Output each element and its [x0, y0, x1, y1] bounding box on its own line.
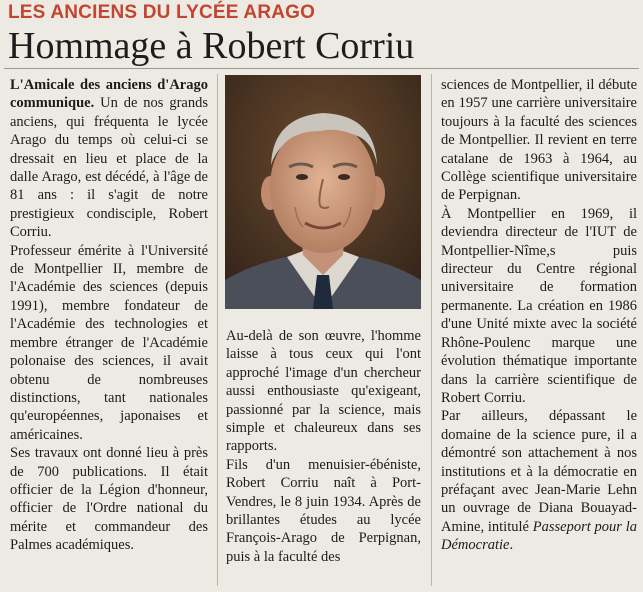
header-divider	[4, 68, 639, 69]
article-column-3	[441, 76, 637, 586]
column-divider	[431, 74, 432, 586]
paragraph-democracy	[441, 407, 637, 554]
paragraph-legacy: Au-delà de son œuvre, l'homme laisse à tous ceux qui l'ont approché l'image d'un chercheur aussi enthousiaste qu'exigeant, passionné par la science, mais simple et chaleureux dans ses rapports.	[226, 328, 421, 455]
article-column-2	[226, 327, 421, 589]
article-column-1	[10, 76, 208, 586]
book-title: Passeport pour la Démocratie	[441, 518, 637, 554]
intro-text: Un de nos grands anciens, qui fréquenta le lycée Arago du temps où celui-ci se dressait en lieu et place de la dalle Arago, est décédé, à l'âge de 81 ans : il s'agit de notre prestigieux condisciple, Robert Corriu.	[10, 95, 208, 241]
portrait-photo	[225, 75, 421, 309]
democracy-end: .	[509, 537, 514, 554]
democracy-text: Par ailleurs, dépassant le domaine de la science pure, il a démontré son attachement à nos institutions et à la démocratie en préfaçant avec Jean-Marie Lehn un ouvrage de Diana Bouayad-Amine, intitulé	[441, 408, 637, 535]
section-kicker: LES ANCIENS DU LYCÉE ARAGO	[8, 2, 316, 23]
lead-byline: L'Amicale des anciens d'Arago communique.	[10, 77, 208, 112]
paragraph-publications: Ses travaux ont donné lieu à près de 700 publications. Il était officier de la Légion d'honneur, officier de l'Ordre national du mérite et commandeur des Palmes académiques.	[10, 445, 208, 554]
paragraph-career-honors: Professeur émérite à l'Université de Montpellier II, membre de l'Académie des sciences (depuis 1991), membre fondateur de l'Académie des technologies et membre étranger de l'Académie polonaise des sciences, il avait obtenu de nombreuses distinctions, tant nationales qu'européennes, japonaises et américaines.	[10, 242, 208, 443]
paragraph-early-career: sciences de Montpellier, il débute en 1957 une carrière universitaire toujours à la faculté des sciences de Montpellier. Il revient en terre catalane de 1963 à 1964, au Collège scientifique universitaire de Perpignan.	[441, 77, 637, 204]
portrait-illustration	[225, 75, 421, 309]
paragraph-biography: Fils d'un menuisier-ébéniste, Robert Corriu naît à Port-Vendres, le 8 juin 1934. Après de brillantes études au lycée François-Arago de Perpignan, puis à la faculté des	[226, 456, 421, 565]
paragraph-directorships: À Montpellier en 1969, il deviendra directeur de l'IUT de Montpellier-Nîme,s puis directeur du Centre régional universitaire de formation permanente. La création en 1986 d'une Unité mixte avec la société Rhône-Poulenc marque une évolution thématique importante dans la carrière scientifique de Robert Corriu.	[441, 205, 637, 406]
column-divider	[217, 74, 218, 586]
article-headline: Hommage à Robert Corriu	[8, 25, 415, 67]
paragraph-intro	[10, 76, 208, 242]
